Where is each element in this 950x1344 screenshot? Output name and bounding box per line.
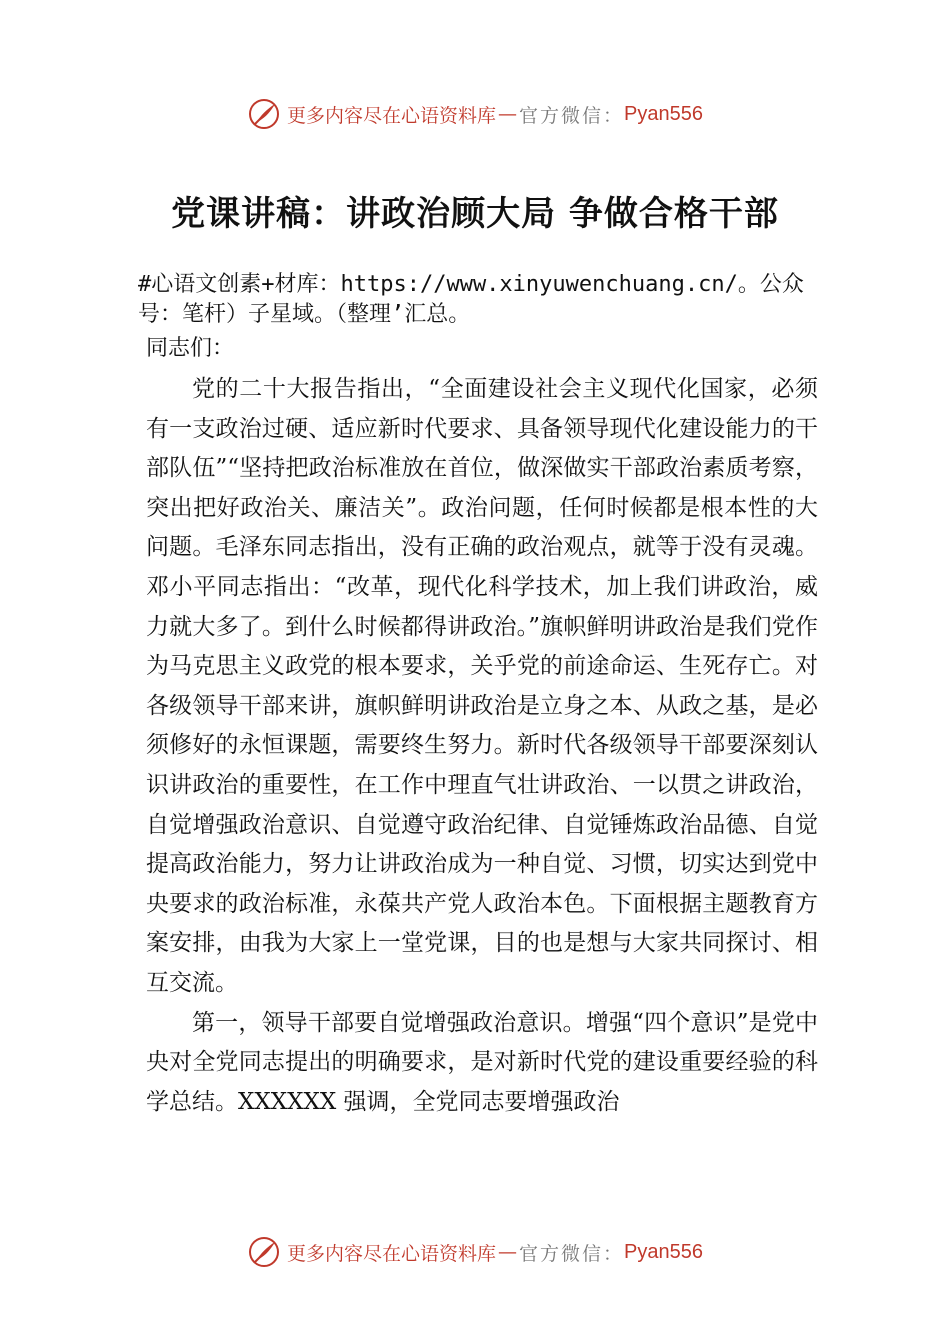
quill-logo-icon xyxy=(247,1235,281,1269)
salutation: 同志们： xyxy=(146,336,235,361)
document-body xyxy=(146,370,818,1122)
source-line: #心语文创素+材库：https://www.xinyuwenchuang.cn/。公众号：笔杆）子星域。（整理’汇总。 xyxy=(138,272,804,327)
paragraph: 党的二十大报告指出，“全面建设社会主义现代化国家，必须有一支政治过硬、适应新时代要求、具备领导现代化建设能力的干部队伍”“坚持把政治标准放在首位，做深做实干部政治素质考察，突出把好政治关、廉洁关”。政治问题，任何时候都是根本性的大问题。毛泽东同志指出，没有正确的政治观点，就等于没有灵魂。邓小平同志指出：“改革，现代化科学技术，加上我们讲政治，威力就大多了。到什么时候都得讲政治。”旗帜鲜明讲政治是我们党作为马克思主义政党的根本要求，关乎党的前途命运、生死存亡。对各级领导干部来讲，旗帜鲜明讲政治是立身之本、从政之基，是必须修好的永恒课题，需要终生努力。新时代各级领导干部要深刻认识讲政治的重要性，在工作中理直气壮讲政治、一以贯之讲政治，自觉增强政治意识、自觉遵守政治纪律、自觉锤炼政治品德、自觉提高政治能力，努力让讲政治成为一种自觉、习惯，切实达到党中央要求的政治标准，永葆共产党人政治本色。下面根据主题教育方案安排，由我为大家上一堂党课，目的也是想与大家共同探讨、相互交流。 xyxy=(146,376,818,996)
watermark-text: 更多内容尽在心语资料库 xyxy=(287,104,497,127)
watermark-header xyxy=(0,94,950,134)
watermark-dash: — xyxy=(498,103,518,125)
watermark-text: 更多内容尽在心语资料库 xyxy=(287,1242,497,1265)
quill-logo-icon xyxy=(247,97,281,131)
watermark-label: 官方微信： xyxy=(519,1242,625,1265)
watermark-id: Pyan556 xyxy=(624,1240,703,1263)
watermark-label: 官方微信： xyxy=(519,104,625,127)
document-title: 党课讲稿：讲政治顾大局 争做合格干部 xyxy=(171,194,779,234)
watermark-id: Pyan556 xyxy=(624,102,703,125)
watermark-dash: — xyxy=(498,1241,518,1263)
watermark-footer xyxy=(0,1232,950,1272)
paragraph: 第一，领导干部要自觉增强政治意识。增强“四个意识”是党中央对全党同志提出的明确要求，是对新时代党的建设重要经验的科学总结。XXXXXX 强调，全党同志要增强政治 xyxy=(146,1009,818,1115)
